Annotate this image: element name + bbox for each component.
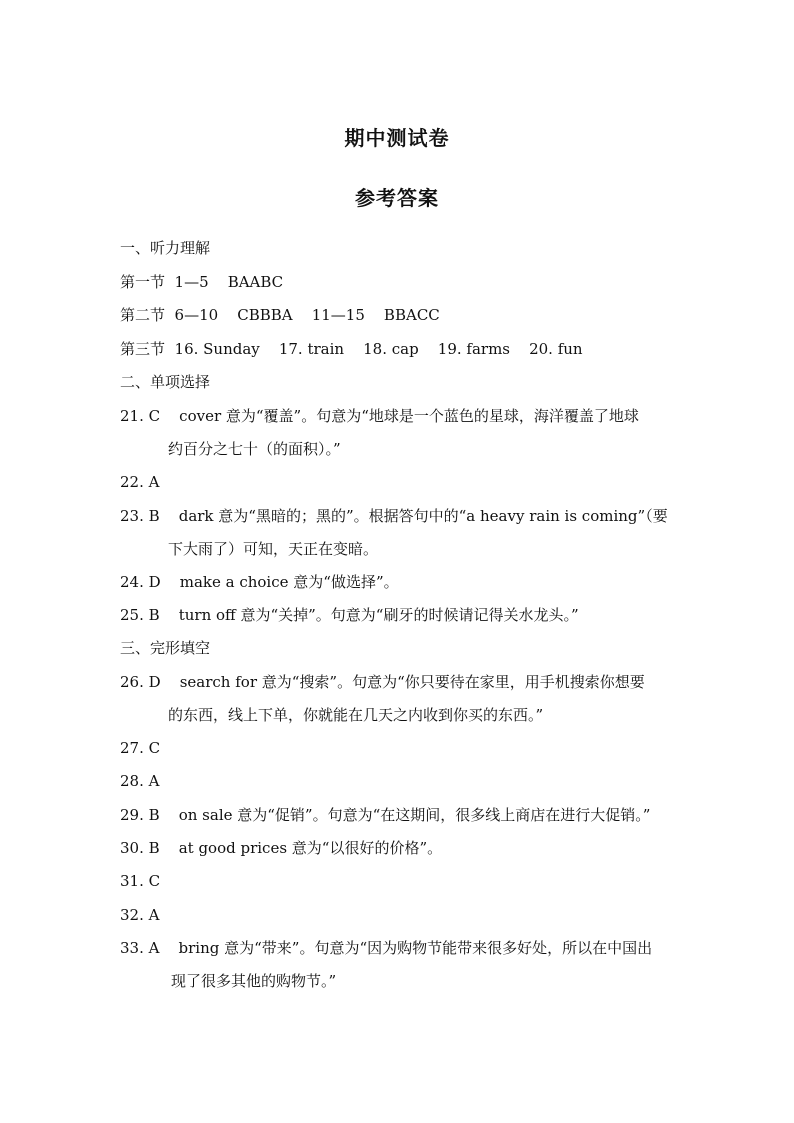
answer-item-26: 26. D search for 意为“搜索”。句意为“你只要待在家里，用手机搜索你想要 <box>120 673 645 691</box>
answer-item-22: 22. A <box>120 473 160 491</box>
answer-item-31: 31. C <box>120 872 161 890</box>
section-heading-single-choice: 二、单项选择 <box>120 373 211 391</box>
answer-item-25: 25. B turn off 意为“关掉”。句意为“刷牙的时候请记得关水龙头。” <box>120 606 579 624</box>
answer-line-part1: 第一节 1—5 BAABC <box>120 273 284 291</box>
answer-item-21-continued: 约百分之七十（的面积）。” <box>168 440 341 458</box>
answer-item-27: 27. C <box>120 739 161 757</box>
answer-item-28: 28. A <box>120 772 160 790</box>
page-title: 期中测试卷 <box>344 126 450 150</box>
answer-line-part3: 第三节 16. Sunday 17. train 18. cap 19. farms 20. fun <box>120 340 583 358</box>
answer-item-24: 24. D make a choice 意为“做选择”。 <box>120 573 399 591</box>
section-heading-listening: 一、听力理解 <box>120 239 211 257</box>
answer-item-21: 21. C cover 意为“覆盖”。句意为“地球是一个蓝色的星球，海洋覆盖了地球 <box>120 407 639 425</box>
answer-item-33: 33. A bring 意为“带来”。句意为“因为购物节能带来很多好处，所以在中国出 <box>120 939 653 957</box>
answer-item-30: 30. B at good prices 意为“以很好的价格”。 <box>120 839 443 857</box>
answer-item-23-continued: 下大雨了）可知，天正在变暗。 <box>168 540 379 558</box>
answer-line-part2: 第二节 6—10 CBBBA 11—15 BBACC <box>120 306 440 324</box>
page-subtitle: 参考答案 <box>355 186 439 210</box>
answer-item-23: 23. B dark 意为“黑暗的；黑的”。根据答句中的“a heavy rain is coming”（要 <box>120 507 668 525</box>
section-heading-cloze: 三、完形填空 <box>120 639 211 657</box>
answer-item-32: 32. A <box>120 906 160 924</box>
answer-item-33-continued: 现了很多其他的购物节。” <box>171 972 337 990</box>
answer-item-26-continued: 的东西，线上下单，你就能在几天之内收到你买的东西。” <box>168 706 544 724</box>
answer-item-29: 29. B on sale 意为“促销”。句意为“在这期间，很多线上商店在进行大促销。” <box>120 806 651 824</box>
